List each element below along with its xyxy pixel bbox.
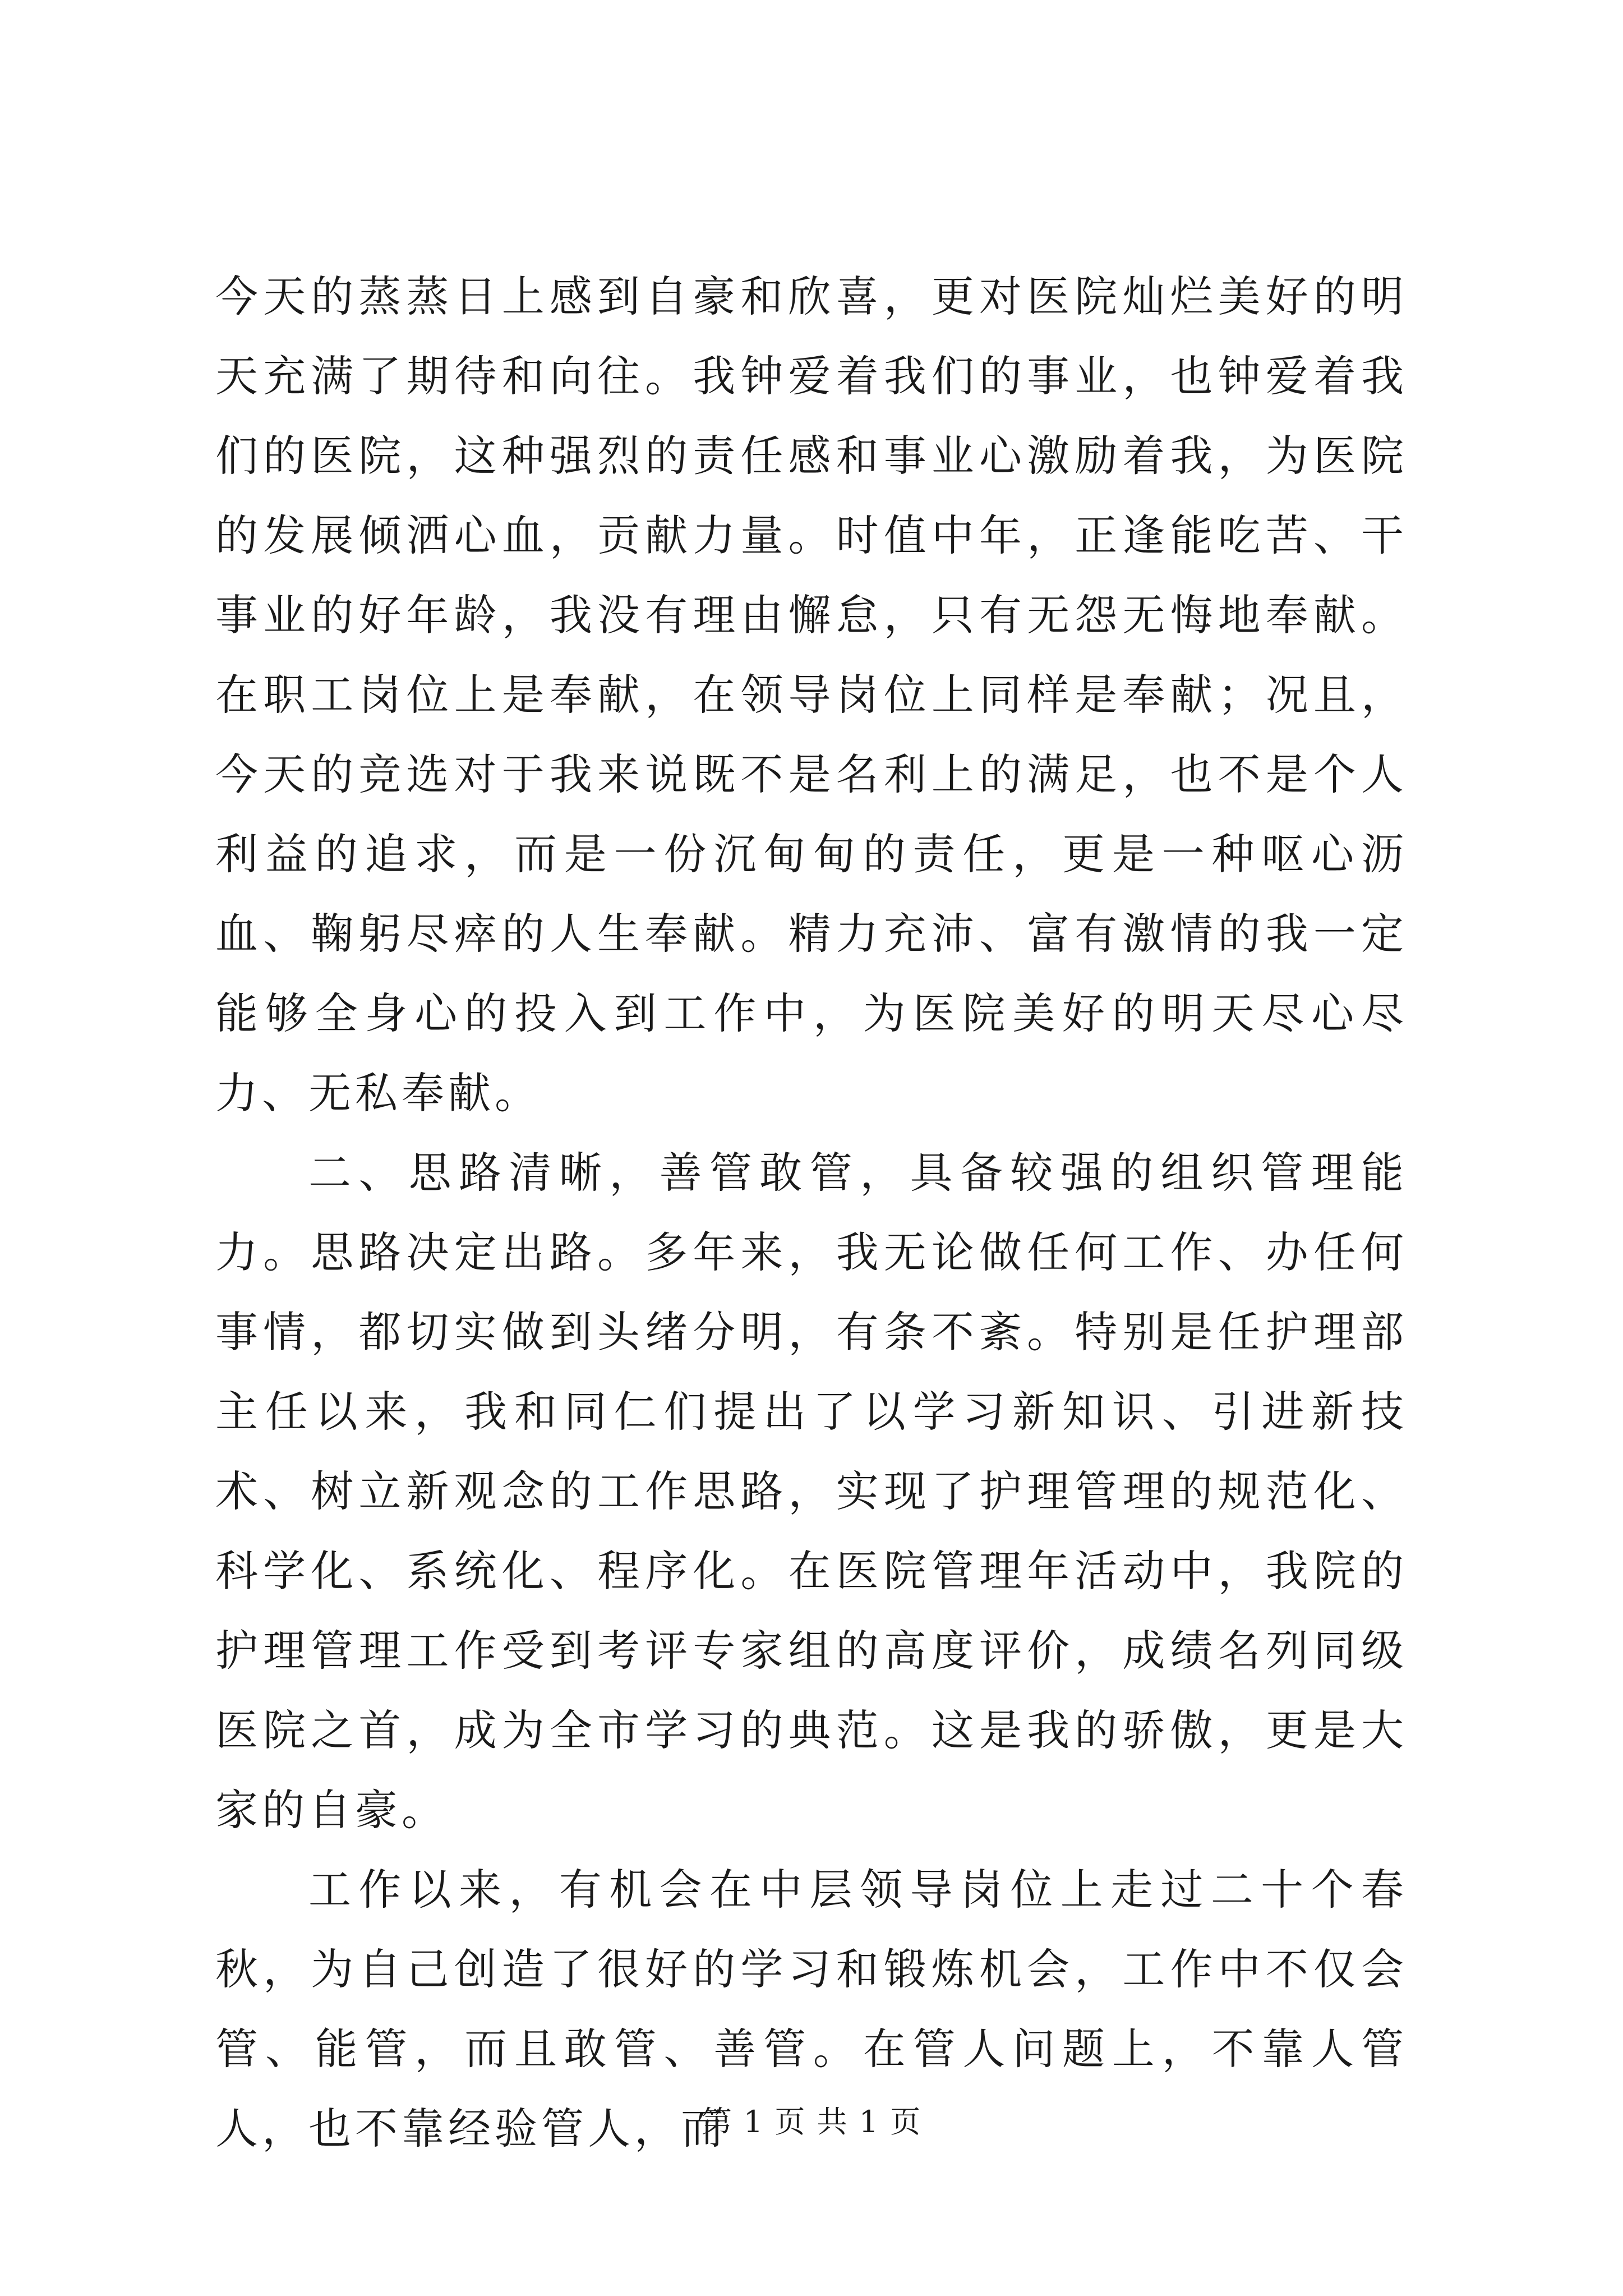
page-footer: 第 1 页 共 1 页	[701, 2104, 922, 2139]
document-body	[215, 257, 1408, 2169]
paragraph-2: 二、思路清晰，善管敢管，具备较强的组织管理能力。思路决定出路。多年来，我无论做任何工作、办任何事情，都切实做到头绪分明，有条不紊。特别是任护理部主任以来，我和同仁们提出了以学习新知识、引进新技术、树立新观念的工作思路，实现了护理管理的规范化、科学化、系统化、程序化。在医院管理年活动中，我院的护理管理工作受到考评专家组的高度评价，成绩名列同级医院之首，成为全市学习的典范。这是我的骄傲，更是大家的自豪。	[215, 1148, 1408, 1835]
paragraph-3: 工作以来，有机会在中层领导岗位上走过二十个春秋，为自己创造了很好的学习和锻炼机会，工作中不仅会管、能管，而且敢管、善管。在管人问题上，不靠人管人，也不靠经验管人，而	[215, 1865, 1408, 2154]
paragraph-1: 今天的蒸蒸日上感到自豪和欣喜，更对医院灿烂美好的明天充满了期待和向往。我钟爱着我们的事业，也钟爱着我们的医院，这种强烈的责任感和事业心激励着我，为医院的发展倾洒心血，贡献力量。时值中年，正逢能吃苦、干事业的好年龄，我没有理由懈怠，只有无怨无悔地奉献。在职工岗位上是奉献，在领导岗位上同样是奉献；况且，今天的竞选对于我来说既不是名利上的满足，也不是个人利益的追求，而是一份沉甸甸的责任，更是一种呕心沥血、鞠躬尽瘁的人生奉献。精力充沛、富有激情的我一定能够全身心的投入到工作中，为医院美好的明天尽心尽力、无私奉献。	[215, 272, 1408, 1118]
